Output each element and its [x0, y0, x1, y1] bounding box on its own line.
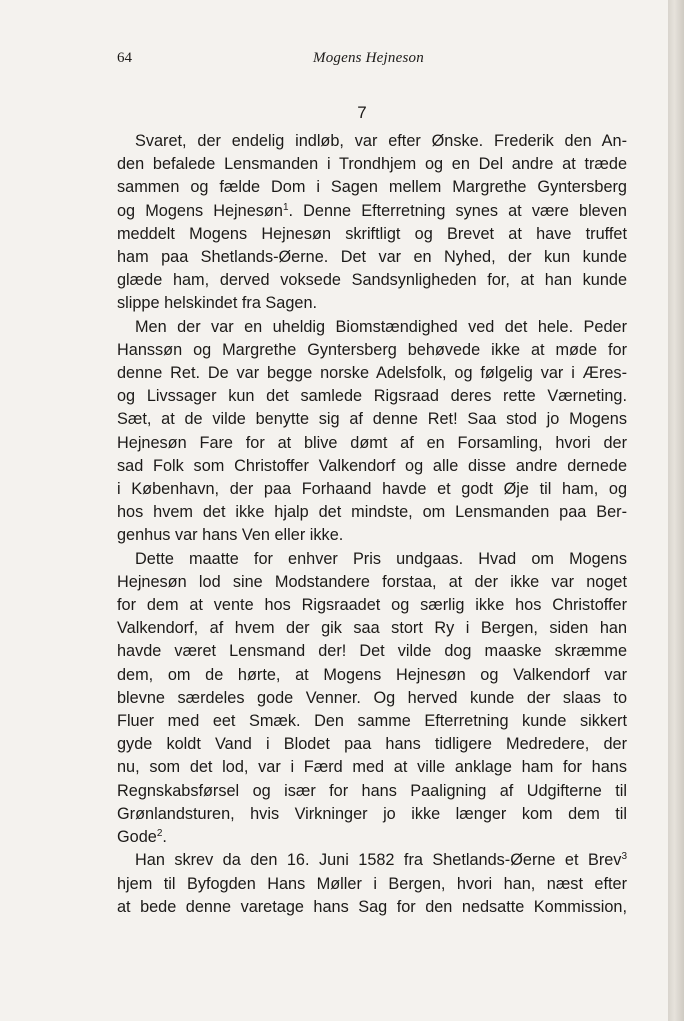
text-line: ham paa Shetlands-Øerne. Det var en Nyhed, der kun kunde: [117, 248, 627, 267]
text-line: Sæt, at de vilde benytte sig af denne Ret! Saa stod jo Mogens: [117, 410, 627, 429]
text-line: hjem til Byfogden Hans Møller i Bergen, hvori han, næst efter: [117, 874, 627, 893]
text-line: hos hvem det ikke hjalp det mindste, om Lensmanden paa Ber-: [117, 503, 627, 522]
running-head: [117, 50, 627, 70]
footnote-marker: 2: [156, 828, 163, 840]
text-line: slippe helskindet fra Sagen.: [117, 294, 318, 313]
text-line: Fluer med eet Smæk. Den samme Efterretning kunde sikkert: [117, 712, 627, 731]
chapter-number: 7: [357, 103, 367, 122]
text-line: meddelt Mogens Hejnesøn skriftligt og Brevet at have truffet: [117, 224, 627, 243]
footnote-marker: 3: [621, 851, 627, 863]
text-line: den befalede Lensmanden i Trondhjem og en Del andre at træde: [117, 155, 627, 174]
page-edge: [668, 0, 684, 1021]
text-line: blevne særdeles gode Venner. Og herved kunde der slaas to: [117, 688, 627, 707]
paragraph-3: [117, 548, 627, 850]
text-line: genhus var hans Ven eller ikke.: [117, 526, 344, 545]
paragraph-1: [117, 130, 627, 316]
text-fragment: og Mogens Hejnesøn: [117, 201, 283, 220]
text-line: at bede denne varetage hans Sag for den nedsatte Kommission,: [117, 897, 627, 916]
text-line: i København, der paa Forhaand havde et godt Øje til ham, og: [117, 480, 627, 499]
text-line: Hanssøn og Margrethe Gyntersberg behøvede ikke at møde for: [117, 340, 627, 359]
text-line: Svaret, der endelig indløb, var efter Ønske. Frederik den An-: [135, 132, 627, 150]
text-line: [117, 849, 627, 872]
text-line: dem, om de hørte, at Mogens Hejnesøn og Valkendorf var: [117, 665, 627, 684]
text-line: [117, 826, 627, 849]
page-number: 64: [117, 50, 132, 66]
text-line: for dem at vente hos Rigsraadet og særlig ikke hos Christoffer: [117, 596, 627, 615]
text-line: gyde koldt Vand i Blodet paa hans tidligere Medredere, der: [117, 735, 627, 754]
text-line: Hejnesøn lod sine Modstandere forstaa, at der ikke var noget: [117, 572, 627, 591]
text-line: og Livssager kun det samlede Rigsraad deres rette Værneting.: [117, 387, 627, 406]
text-line: [117, 200, 627, 223]
body-text: [117, 130, 627, 919]
text-fragment: .: [162, 828, 167, 847]
text-line: Hejnesøn Fare for at blive dømt af en Forsamling, hvori der: [117, 433, 627, 452]
text-line: Men der var en uheldig Biomstændighed ved det hele. Peder: [135, 317, 627, 336]
text-line: sammen og fælde Dom i Sagen mellem Margrethe Gyntersberg: [117, 178, 627, 197]
text-line: denne Ret. De var begge norske Adelsfolk, og følgelig var i Æres-: [117, 364, 627, 383]
footnote-marker: 1: [282, 201, 289, 213]
text-line: nu, som det lod, var i Færd med at ville anklage ham for hans: [117, 758, 627, 777]
text-fragment: Han skrev da den 16. Juni 1582 fra Shetlands-Øerne et Brev: [135, 851, 622, 870]
text-line: havde været Lensmand der! Det vilde dog maaske skræmme: [117, 642, 627, 661]
text-fragment: Gode: [117, 828, 157, 847]
paragraph-4: [117, 849, 627, 919]
text-line: Dette maatte for enhver Pris undgaas. Hvad om Mogens: [135, 549, 627, 568]
running-title: Mogens Hejneson: [313, 50, 424, 66]
text-line: Grønlandsturen, hvis Virkninger jo ikke længer kom dem til: [117, 804, 627, 823]
text-fragment: . Denne Efterretning synes at være bleven: [288, 201, 627, 220]
text-line: glæde ham, derved voksede Sandsynligheden for, at han kunde: [117, 271, 627, 290]
text-line: sad Folk som Christoffer Valkendorf og alle disse andre dernede: [117, 456, 627, 475]
paragraph-2: [117, 316, 627, 548]
text-line: Valkendorf, af hvem der gik saa stort Ry i Bergen, siden han: [117, 619, 627, 638]
text-line: Regnskabsførsel og især for hans Paaligning af Udgifterne til: [117, 781, 627, 800]
